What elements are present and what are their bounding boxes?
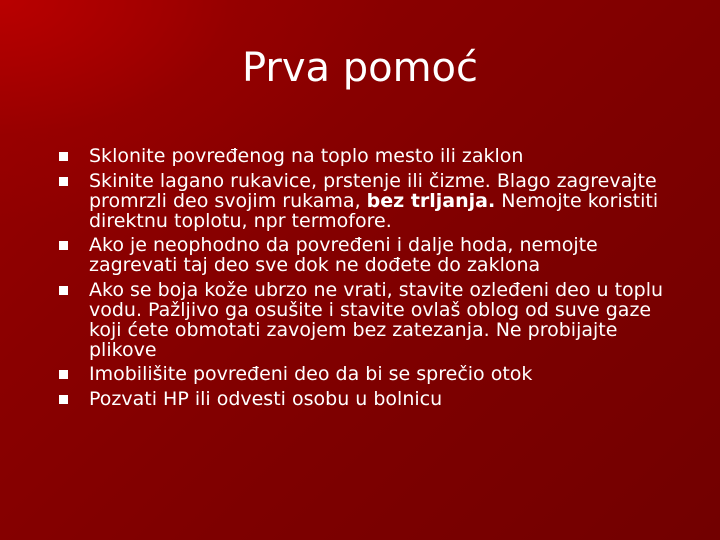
bullet-item bbox=[56, 389, 676, 409]
bullet-text: Nemojte koristiti direktnu toplotu, npr termofore. bbox=[89, 189, 659, 232]
square-bullet-icon bbox=[59, 370, 68, 379]
bullet-item bbox=[56, 171, 676, 231]
bullet-text: Imobilišite povređeni deo da bi se sprečio otok bbox=[89, 363, 533, 385]
bullet-item bbox=[56, 146, 676, 166]
bullet-list bbox=[56, 146, 676, 413]
square-bullet-icon bbox=[59, 241, 68, 250]
square-bullet-icon bbox=[59, 395, 68, 404]
bullet-item bbox=[56, 235, 676, 275]
bullet-item bbox=[56, 364, 676, 384]
bullet-text: Ako je neophodno da povređeni i dalje hoda, nemojte zagrevati taj deo sve dok ne dođete do zaklona bbox=[89, 234, 598, 276]
bullet-text: Sklonite povređenog na toplo mesto ili zaklon bbox=[89, 145, 524, 167]
bullet-text: Ako se boja kože ubrzo ne vrati, stavite ozleđeni deo u toplu vodu. Pažljivo ga osušite i stavite ovlaš oblog od suve gaze koji ćete obmotati zavojem bez zatezanja. Ne probijajte plikove bbox=[89, 278, 664, 361]
bullet-item bbox=[56, 280, 676, 360]
square-bullet-icon bbox=[59, 177, 68, 186]
square-bullet-icon bbox=[59, 152, 68, 161]
bullet-emphasis: bez trljanja. bbox=[366, 189, 496, 212]
bullet-text: Skinite lagano rukavice, prstenje ili čizme. Blago zagrevajte promrzli deo svojim rukama, bbox=[89, 169, 657, 212]
bullet-text: Pozvati HP ili odvesti osobu u bolnicu bbox=[89, 387, 443, 410]
square-bullet-icon bbox=[59, 286, 68, 295]
slide-title: Prva pomoć bbox=[241, 45, 479, 91]
